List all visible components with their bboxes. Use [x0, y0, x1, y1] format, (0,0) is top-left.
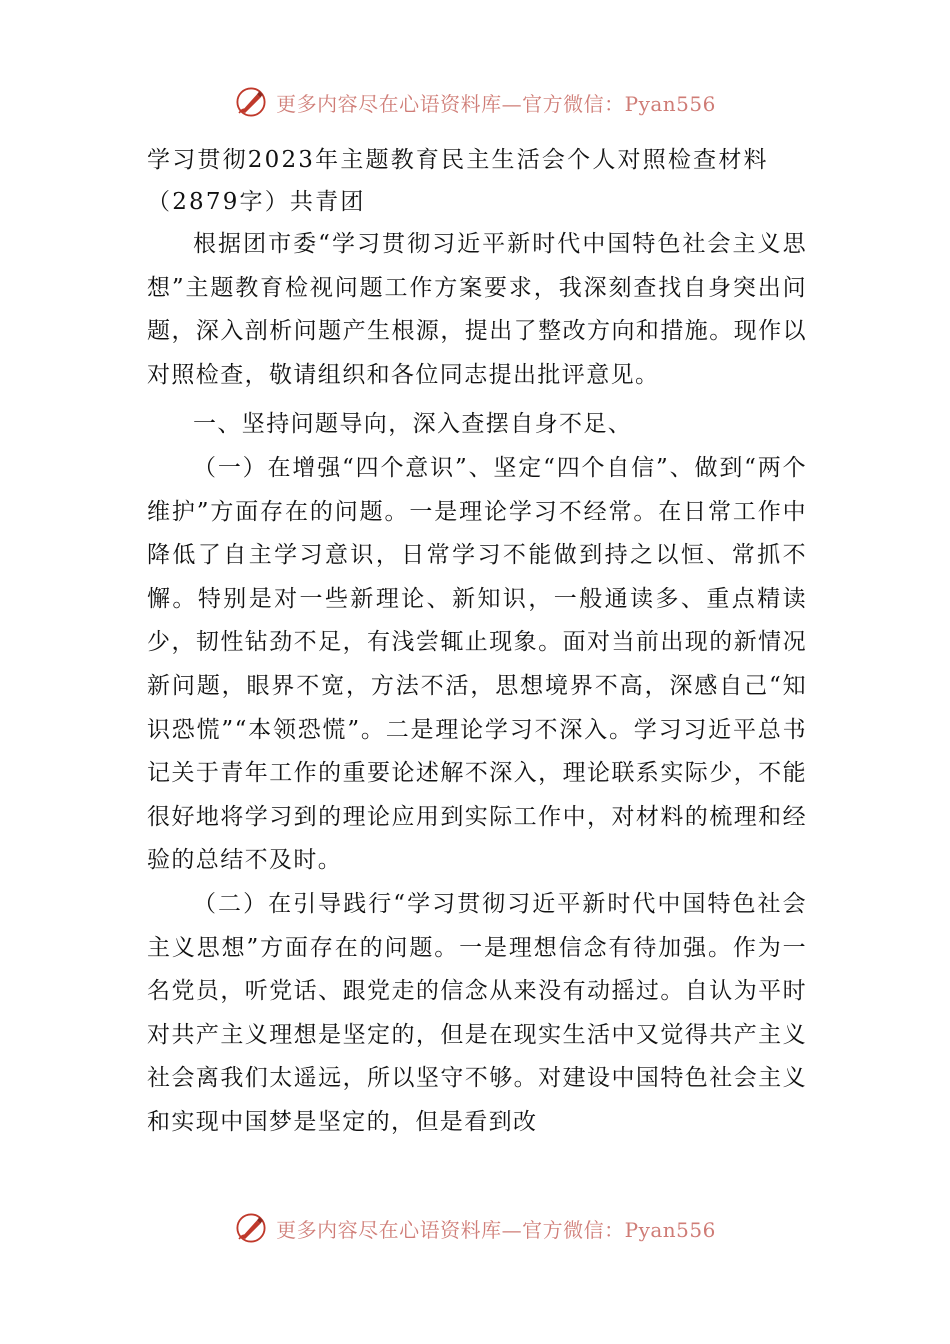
- document-body: [147, 139, 807, 1144]
- document-title-line-2: （2879字）共青团: [147, 189, 366, 215]
- watermark-text: 更多内容尽在心语资料库—官方微信：Pyan556: [276, 91, 716, 116]
- pen-logo-icon: [234, 1211, 268, 1245]
- section-two-paragraph: （二）在引导践行“学习贯彻习近平新时代中国特色社会主义思想”方面存在的问题。一是理想信念有待加强。作为一名党员，听党话、跟党走的信念从来没有动摇过。自认为平时对共产主义理想是坚定的，但是在现实生活中又觉得共产主义社会离我们太遥远，所以坚守不够。对建设中国特色社会主义和实现中国梦是坚定的，但是看到改: [147, 890, 807, 1135]
- footer-watermark: [0, 1208, 950, 1248]
- header-watermark: [0, 82, 950, 122]
- section-heading: 一、坚持问题导向，深入查摆自身不足、: [193, 411, 633, 438]
- pen-logo-icon: [234, 85, 268, 119]
- section-one-paragraph: （一）在增强“四个意识”、坚定“四个自信”、做到“两个维护”方面存在的问题。一是理论学习不经常。在日常工作中降低了自主学习意识，日常学习不能做到持之以恒、常抓不懈。特别是对一些新理论、新知识，一般通读多、重点精读少，韧性钻劲不足，有浅尝辄止现象。面对当前出现的新情况新问题，眼界不宽，方法不活，思想境界不高，深感自己“知识恐慌”“本领恐慌”。二是理论学习不深入。学习习近平总书记关于青年工作的重要论述解不深入，理论联系实际少，不能很好地将学习到的理论应用到实际工作中，对材料的梳理和经验的总结不及时。: [147, 454, 807, 874]
- document-title-line-1: 学习贯彻2023年主题教育民主生活会个人对照检查材料: [147, 147, 769, 173]
- intro-paragraph: 根据团市委“学习贯彻习近平新时代中国特色社会主义思想”主题教育检视问题工作方案要求，我深刻查找自身突出问题，深入剖析问题产生根源，提出了整改方向和措施。现作以对照检查，敬请组织和各位同志提出批评意见。: [147, 231, 807, 388]
- watermark-text: 更多内容尽在心语资料库—官方微信：Pyan556: [276, 1217, 716, 1242]
